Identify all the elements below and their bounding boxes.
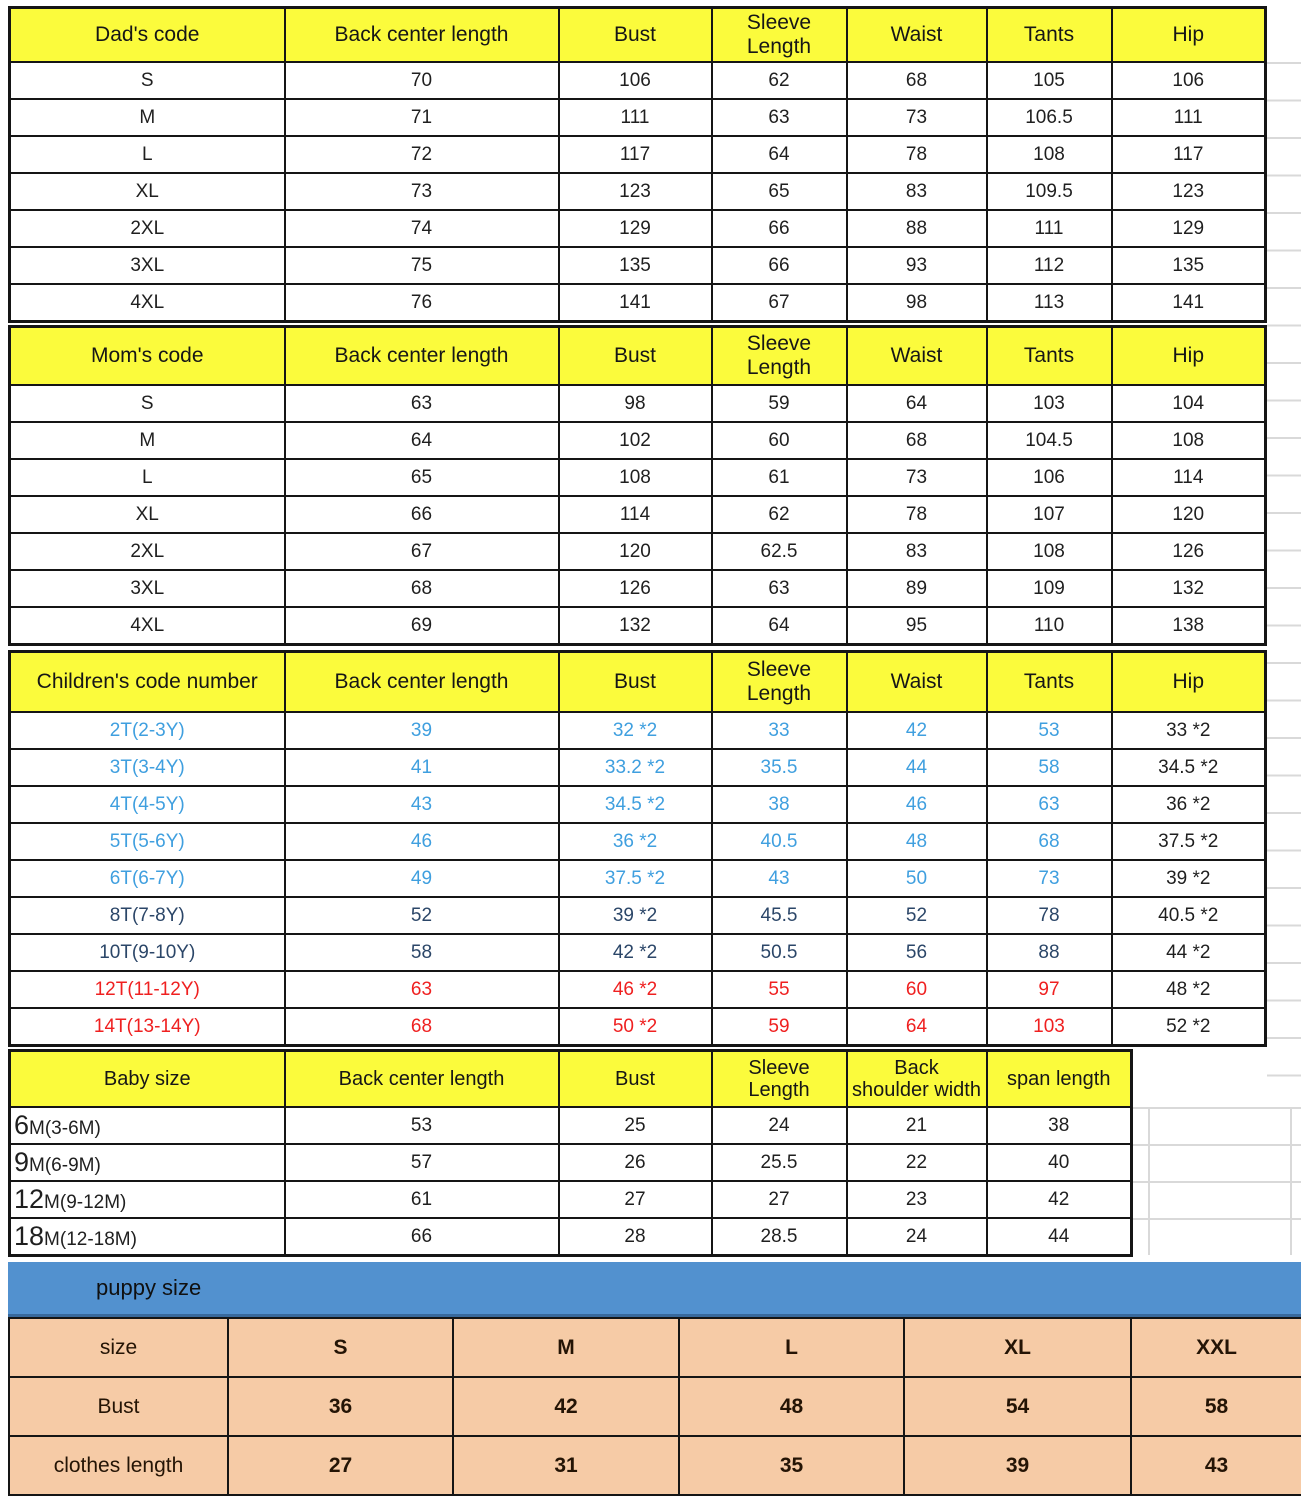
table-cell: 120: [1112, 496, 1266, 533]
table-cell: 42: [453, 1377, 679, 1436]
table-cell: M: [453, 1318, 679, 1377]
table-cell: 43: [712, 860, 847, 897]
column-header: Waist: [847, 8, 987, 63]
table-row: [10, 934, 1266, 971]
puppy-size-title: puppy size: [96, 1275, 202, 1300]
table-cell: 38: [712, 786, 847, 823]
column-header: Back shoulder width: [847, 1051, 987, 1108]
table-row: [10, 62, 1266, 99]
table-cell: 93: [847, 247, 987, 284]
children-size-table: [8, 650, 1267, 1047]
dad-size-table: [8, 6, 1267, 323]
table-cell: 33: [712, 712, 847, 749]
column-header: Hip: [1112, 327, 1266, 386]
column-header: Sleeve Length: [712, 327, 847, 386]
table-cell: XL: [904, 1318, 1131, 1377]
table-cell: 60: [847, 971, 987, 1008]
dad-header-row: [10, 8, 1266, 63]
table-row: [10, 459, 1266, 496]
table-cell: 31: [453, 1436, 679, 1495]
table-cell: 44: [847, 749, 987, 786]
table-cell: 75: [285, 247, 559, 284]
table-cell: 111: [987, 210, 1112, 247]
table-cell: 141: [1112, 284, 1266, 322]
table-row: [9, 1377, 1301, 1436]
table-cell: 40.5 *2: [1112, 897, 1266, 934]
children-header-row: [10, 652, 1266, 713]
table-cell: 108: [559, 459, 712, 496]
table-cell: 83: [847, 173, 987, 210]
table-cell: 37.5 *2: [559, 860, 712, 897]
table-cell: 69: [285, 607, 559, 645]
table-cell: 45.5: [712, 897, 847, 934]
table-cell: 66: [712, 210, 847, 247]
table-cell: 40.5: [712, 823, 847, 860]
table-cell: 12M(9-12M): [10, 1181, 285, 1218]
table-cell: Bust: [9, 1377, 228, 1436]
column-header: Sleeve Length: [712, 652, 847, 713]
table-cell: 10T(9-10Y): [10, 934, 285, 971]
table-cell: 120: [559, 533, 712, 570]
table-cell: 61: [285, 1181, 559, 1218]
table-cell: S: [10, 385, 285, 422]
column-header: Baby size: [10, 1051, 285, 1108]
table-cell: 63: [987, 786, 1112, 823]
table-cell: 52 *2: [1112, 1008, 1266, 1046]
table-row: [10, 1144, 1132, 1181]
table-cell: 65: [285, 459, 559, 496]
table-cell: 68: [285, 570, 559, 607]
table-cell: 39 *2: [559, 897, 712, 934]
table-cell: 36 *2: [559, 823, 712, 860]
table-cell: 41: [285, 749, 559, 786]
table-cell: 62.5: [712, 533, 847, 570]
table-cell: 52: [285, 897, 559, 934]
table-cell: 73: [285, 173, 559, 210]
column-header: Tants: [987, 652, 1112, 713]
table-cell: 26: [559, 1144, 712, 1181]
table-cell: 107: [987, 496, 1112, 533]
size-label-big-digit: 12: [14, 1183, 45, 1214]
table-cell: 4T(4-5Y): [10, 786, 285, 823]
table-cell: 106: [559, 62, 712, 99]
table-cell: 68: [847, 422, 987, 459]
table-cell: 64: [847, 1008, 987, 1046]
table-cell: 58: [285, 934, 559, 971]
column-header: Bust: [559, 8, 712, 63]
baby-header-row: [10, 1051, 1132, 1108]
table-cell: 37.5 *2: [1112, 823, 1266, 860]
table-cell: 78: [847, 136, 987, 173]
table-cell: 141: [559, 284, 712, 322]
table-cell: 117: [1112, 136, 1266, 173]
table-cell: size: [9, 1318, 228, 1377]
table-cell: 23: [847, 1181, 987, 1218]
table-row: [10, 607, 1266, 645]
table-cell: 74: [285, 210, 559, 247]
table-cell: 98: [847, 284, 987, 322]
table-cell: 25: [559, 1107, 712, 1144]
table-cell: 129: [1112, 210, 1266, 247]
table-cell: 73: [987, 860, 1112, 897]
table-cell: 89: [847, 570, 987, 607]
column-header: Mom's code: [10, 327, 285, 386]
table-cell: 12T(11-12Y): [10, 971, 285, 1008]
table-cell: 21: [847, 1107, 987, 1144]
table-cell: 58: [1131, 1377, 1301, 1436]
table-row: [10, 897, 1266, 934]
table-cell: 111: [559, 99, 712, 136]
table-cell: 4XL: [10, 284, 285, 322]
table-row: [9, 1436, 1301, 1495]
table-cell: 76: [285, 284, 559, 322]
table-cell: 50.5: [712, 934, 847, 971]
table-cell: 32 *2: [559, 712, 712, 749]
table-cell: 46 *2: [559, 971, 712, 1008]
column-header: Bust: [559, 1051, 712, 1108]
table-cell: 59: [712, 385, 847, 422]
table-cell: 25.5: [712, 1144, 847, 1181]
table-cell: 68: [847, 62, 987, 99]
table-cell: 46: [847, 786, 987, 823]
table-cell: 2XL: [10, 533, 285, 570]
table-row: [9, 1318, 1301, 1377]
table-cell: 113: [987, 284, 1112, 322]
table-cell: 42: [987, 1181, 1132, 1218]
table-cell: 54: [904, 1377, 1131, 1436]
column-header: Bust: [559, 327, 712, 386]
table-cell: 14T(13-14Y): [10, 1008, 285, 1046]
table-cell: 28: [559, 1218, 712, 1256]
table-cell: 97: [987, 971, 1112, 1008]
table-cell: 66: [285, 496, 559, 533]
table-cell: 34.5 *2: [1112, 749, 1266, 786]
table-cell: 53: [285, 1107, 559, 1144]
table-cell: 28.5: [712, 1218, 847, 1256]
table-cell: M: [10, 99, 285, 136]
table-cell: 65: [712, 173, 847, 210]
puppy-size-table: [8, 1317, 1301, 1496]
table-cell: 108: [987, 533, 1112, 570]
table-cell: 98: [559, 385, 712, 422]
table-cell: 108: [987, 136, 1112, 173]
table-cell: 78: [987, 897, 1112, 934]
table-cell: 73: [847, 459, 987, 496]
table-cell: 39: [904, 1436, 1131, 1495]
table-cell: 66: [285, 1218, 559, 1256]
table-cell: 64: [847, 385, 987, 422]
table-cell: 108: [1112, 422, 1266, 459]
column-header: Bust: [559, 652, 712, 713]
table-cell: 6M(3-6M): [10, 1107, 285, 1144]
table-cell: 27: [712, 1181, 847, 1218]
table-cell: XXL: [1131, 1318, 1301, 1377]
table-cell: 2XL: [10, 210, 285, 247]
table-cell: 83: [847, 533, 987, 570]
table-cell: 135: [559, 247, 712, 284]
table-cell: 114: [559, 496, 712, 533]
table-cell: 27: [559, 1181, 712, 1218]
table-cell: 78: [847, 496, 987, 533]
table-cell: L: [10, 136, 285, 173]
table-cell: 64: [285, 422, 559, 459]
table-cell: 60: [712, 422, 847, 459]
table-row: [10, 1181, 1132, 1218]
table-cell: 95: [847, 607, 987, 645]
table-cell: 49: [285, 860, 559, 897]
table-cell: 71: [285, 99, 559, 136]
table-cell: 63: [285, 385, 559, 422]
size-label-big-digit: 9: [14, 1146, 30, 1177]
table-cell: 33.2 *2: [559, 749, 712, 786]
table-cell: 57: [285, 1144, 559, 1181]
table-cell: 44 *2: [1112, 934, 1266, 971]
column-header: Back center length: [285, 652, 559, 713]
table-cell: 33 *2: [1112, 712, 1266, 749]
column-header: Hip: [1112, 652, 1266, 713]
column-header: Back center length: [285, 327, 559, 386]
table-cell: 22: [847, 1144, 987, 1181]
table-cell: 42: [847, 712, 987, 749]
table-row: [10, 422, 1266, 459]
table-cell: 123: [1112, 173, 1266, 210]
table-cell: 62: [712, 496, 847, 533]
table-cell: 104.5: [987, 422, 1112, 459]
table-row: [10, 570, 1266, 607]
column-header: Back center length: [285, 1051, 559, 1108]
table-row: [10, 971, 1266, 1008]
table-cell: 103: [987, 385, 1112, 422]
column-header: Children's code number: [10, 652, 285, 713]
table-cell: 132: [1112, 570, 1266, 607]
table-cell: 3T(3-4Y): [10, 749, 285, 786]
table-cell: 126: [1112, 533, 1266, 570]
table-cell: 53: [987, 712, 1112, 749]
table-cell: 50: [847, 860, 987, 897]
table-row: [10, 210, 1266, 247]
table-cell: 3XL: [10, 247, 285, 284]
table-cell: 72: [285, 136, 559, 173]
table-cell: 106: [1112, 62, 1266, 99]
mom-size-table: [8, 325, 1267, 646]
table-cell: 50 *2: [559, 1008, 712, 1046]
table-cell: L: [679, 1318, 904, 1377]
puppy-size-title-bar: [8, 1262, 1301, 1317]
table-cell: 42 *2: [559, 934, 712, 971]
table-cell: 48: [679, 1377, 904, 1436]
table-row: [10, 786, 1266, 823]
table-cell: 62: [712, 62, 847, 99]
table-row: [10, 385, 1266, 422]
table-cell: 117: [559, 136, 712, 173]
table-cell: 18M(12-18M): [10, 1218, 285, 1256]
table-row: [10, 99, 1266, 136]
table-row: [10, 1107, 1132, 1144]
table-cell: 44: [987, 1218, 1132, 1256]
table-cell: 64: [712, 607, 847, 645]
size-label-big-digit: 6: [14, 1109, 30, 1140]
table-cell: 109.5: [987, 173, 1112, 210]
table-cell: M: [10, 422, 285, 459]
table-cell: 3XL: [10, 570, 285, 607]
table-cell: 135: [1112, 247, 1266, 284]
table-row: [10, 712, 1266, 749]
column-header: Tants: [987, 327, 1112, 386]
table-cell: 104: [1112, 385, 1266, 422]
table-cell: XL: [10, 496, 285, 533]
table-cell: 63: [712, 99, 847, 136]
table-row: [10, 533, 1266, 570]
table-cell: 106.5: [987, 99, 1112, 136]
column-header: Back center length: [285, 8, 559, 63]
table-row: [10, 173, 1266, 210]
table-cell: 58: [987, 749, 1112, 786]
table-row: [10, 247, 1266, 284]
table-row: [10, 1218, 1132, 1256]
table-cell: 4XL: [10, 607, 285, 645]
table-cell: 126: [559, 570, 712, 607]
table-row: [10, 860, 1266, 897]
table-cell: 64: [712, 136, 847, 173]
spreadsheet-gridlines-baby: [1133, 1107, 1301, 1255]
table-cell: 35.5: [712, 749, 847, 786]
table-cell: 46: [285, 823, 559, 860]
table-cell: 138: [1112, 607, 1266, 645]
mom-header-row: [10, 327, 1266, 386]
table-cell: L: [10, 459, 285, 496]
table-cell: 67: [712, 284, 847, 322]
column-header: Waist: [847, 652, 987, 713]
table-cell: 106: [987, 459, 1112, 496]
table-row: [10, 496, 1266, 533]
column-header: Dad's code: [10, 8, 285, 63]
table-row: [10, 823, 1266, 860]
table-cell: 55: [712, 971, 847, 1008]
table-cell: 24: [712, 1107, 847, 1144]
table-cell: 35: [679, 1436, 904, 1495]
table-cell: S: [10, 62, 285, 99]
table-cell: 63: [712, 570, 847, 607]
table-cell: 132: [559, 607, 712, 645]
table-cell: 123: [559, 173, 712, 210]
table-cell: 6T(6-7Y): [10, 860, 285, 897]
column-header: Hip: [1112, 8, 1266, 63]
table-cell: 40: [987, 1144, 1132, 1181]
table-cell: clothes length: [9, 1436, 228, 1495]
table-row: [10, 749, 1266, 786]
table-cell: 52: [847, 897, 987, 934]
table-cell: 48 *2: [1112, 971, 1266, 1008]
table-cell: 103: [987, 1008, 1112, 1046]
baby-size-table: [8, 1049, 1133, 1257]
table-cell: S: [228, 1318, 453, 1377]
table-cell: 68: [987, 823, 1112, 860]
table-cell: 48: [847, 823, 987, 860]
table-cell: 67: [285, 533, 559, 570]
spreadsheet-gridlines-right: [1267, 62, 1301, 1255]
table-cell: 114: [1112, 459, 1266, 496]
table-cell: 109: [987, 570, 1112, 607]
table-cell: 39 *2: [1112, 860, 1266, 897]
column-header: Sleeve Length: [712, 1051, 847, 1108]
table-cell: 59: [712, 1008, 847, 1046]
table-cell: 61: [712, 459, 847, 496]
table-cell: 110: [987, 607, 1112, 645]
table-cell: 102: [559, 422, 712, 459]
table-cell: 43: [1131, 1436, 1301, 1495]
table-cell: XL: [10, 173, 285, 210]
table-cell: 88: [847, 210, 987, 247]
table-cell: 63: [285, 971, 559, 1008]
table-cell: 66: [712, 247, 847, 284]
table-cell: 73: [847, 99, 987, 136]
table-row: [10, 1008, 1266, 1046]
table-cell: 105: [987, 62, 1112, 99]
table-cell: 2T(2-3Y): [10, 712, 285, 749]
column-header: Tants: [987, 8, 1112, 63]
table-cell: 68: [285, 1008, 559, 1046]
column-header: span length: [987, 1051, 1132, 1108]
table-cell: 43: [285, 786, 559, 823]
table-cell: 129: [559, 210, 712, 247]
table-cell: 38: [987, 1107, 1132, 1144]
table-cell: 9M(6-9M): [10, 1144, 285, 1181]
table-cell: 112: [987, 247, 1112, 284]
column-header: Sleeve Length: [712, 8, 847, 63]
table-cell: 111: [1112, 99, 1266, 136]
table-cell: 8T(7-8Y): [10, 897, 285, 934]
table-cell: 70: [285, 62, 559, 99]
table-cell: 5T(5-6Y): [10, 823, 285, 860]
table-cell: 27: [228, 1436, 453, 1495]
table-cell: 36: [228, 1377, 453, 1436]
column-header: Waist: [847, 327, 987, 386]
table-cell: 56: [847, 934, 987, 971]
table-cell: 39: [285, 712, 559, 749]
size-label-big-digit: 18: [14, 1220, 45, 1251]
table-cell: 36 *2: [1112, 786, 1266, 823]
table-cell: 88: [987, 934, 1112, 971]
table-cell: 34.5 *2: [559, 786, 712, 823]
table-row: [10, 136, 1266, 173]
table-cell: 24: [847, 1218, 987, 1256]
table-row: [10, 284, 1266, 322]
